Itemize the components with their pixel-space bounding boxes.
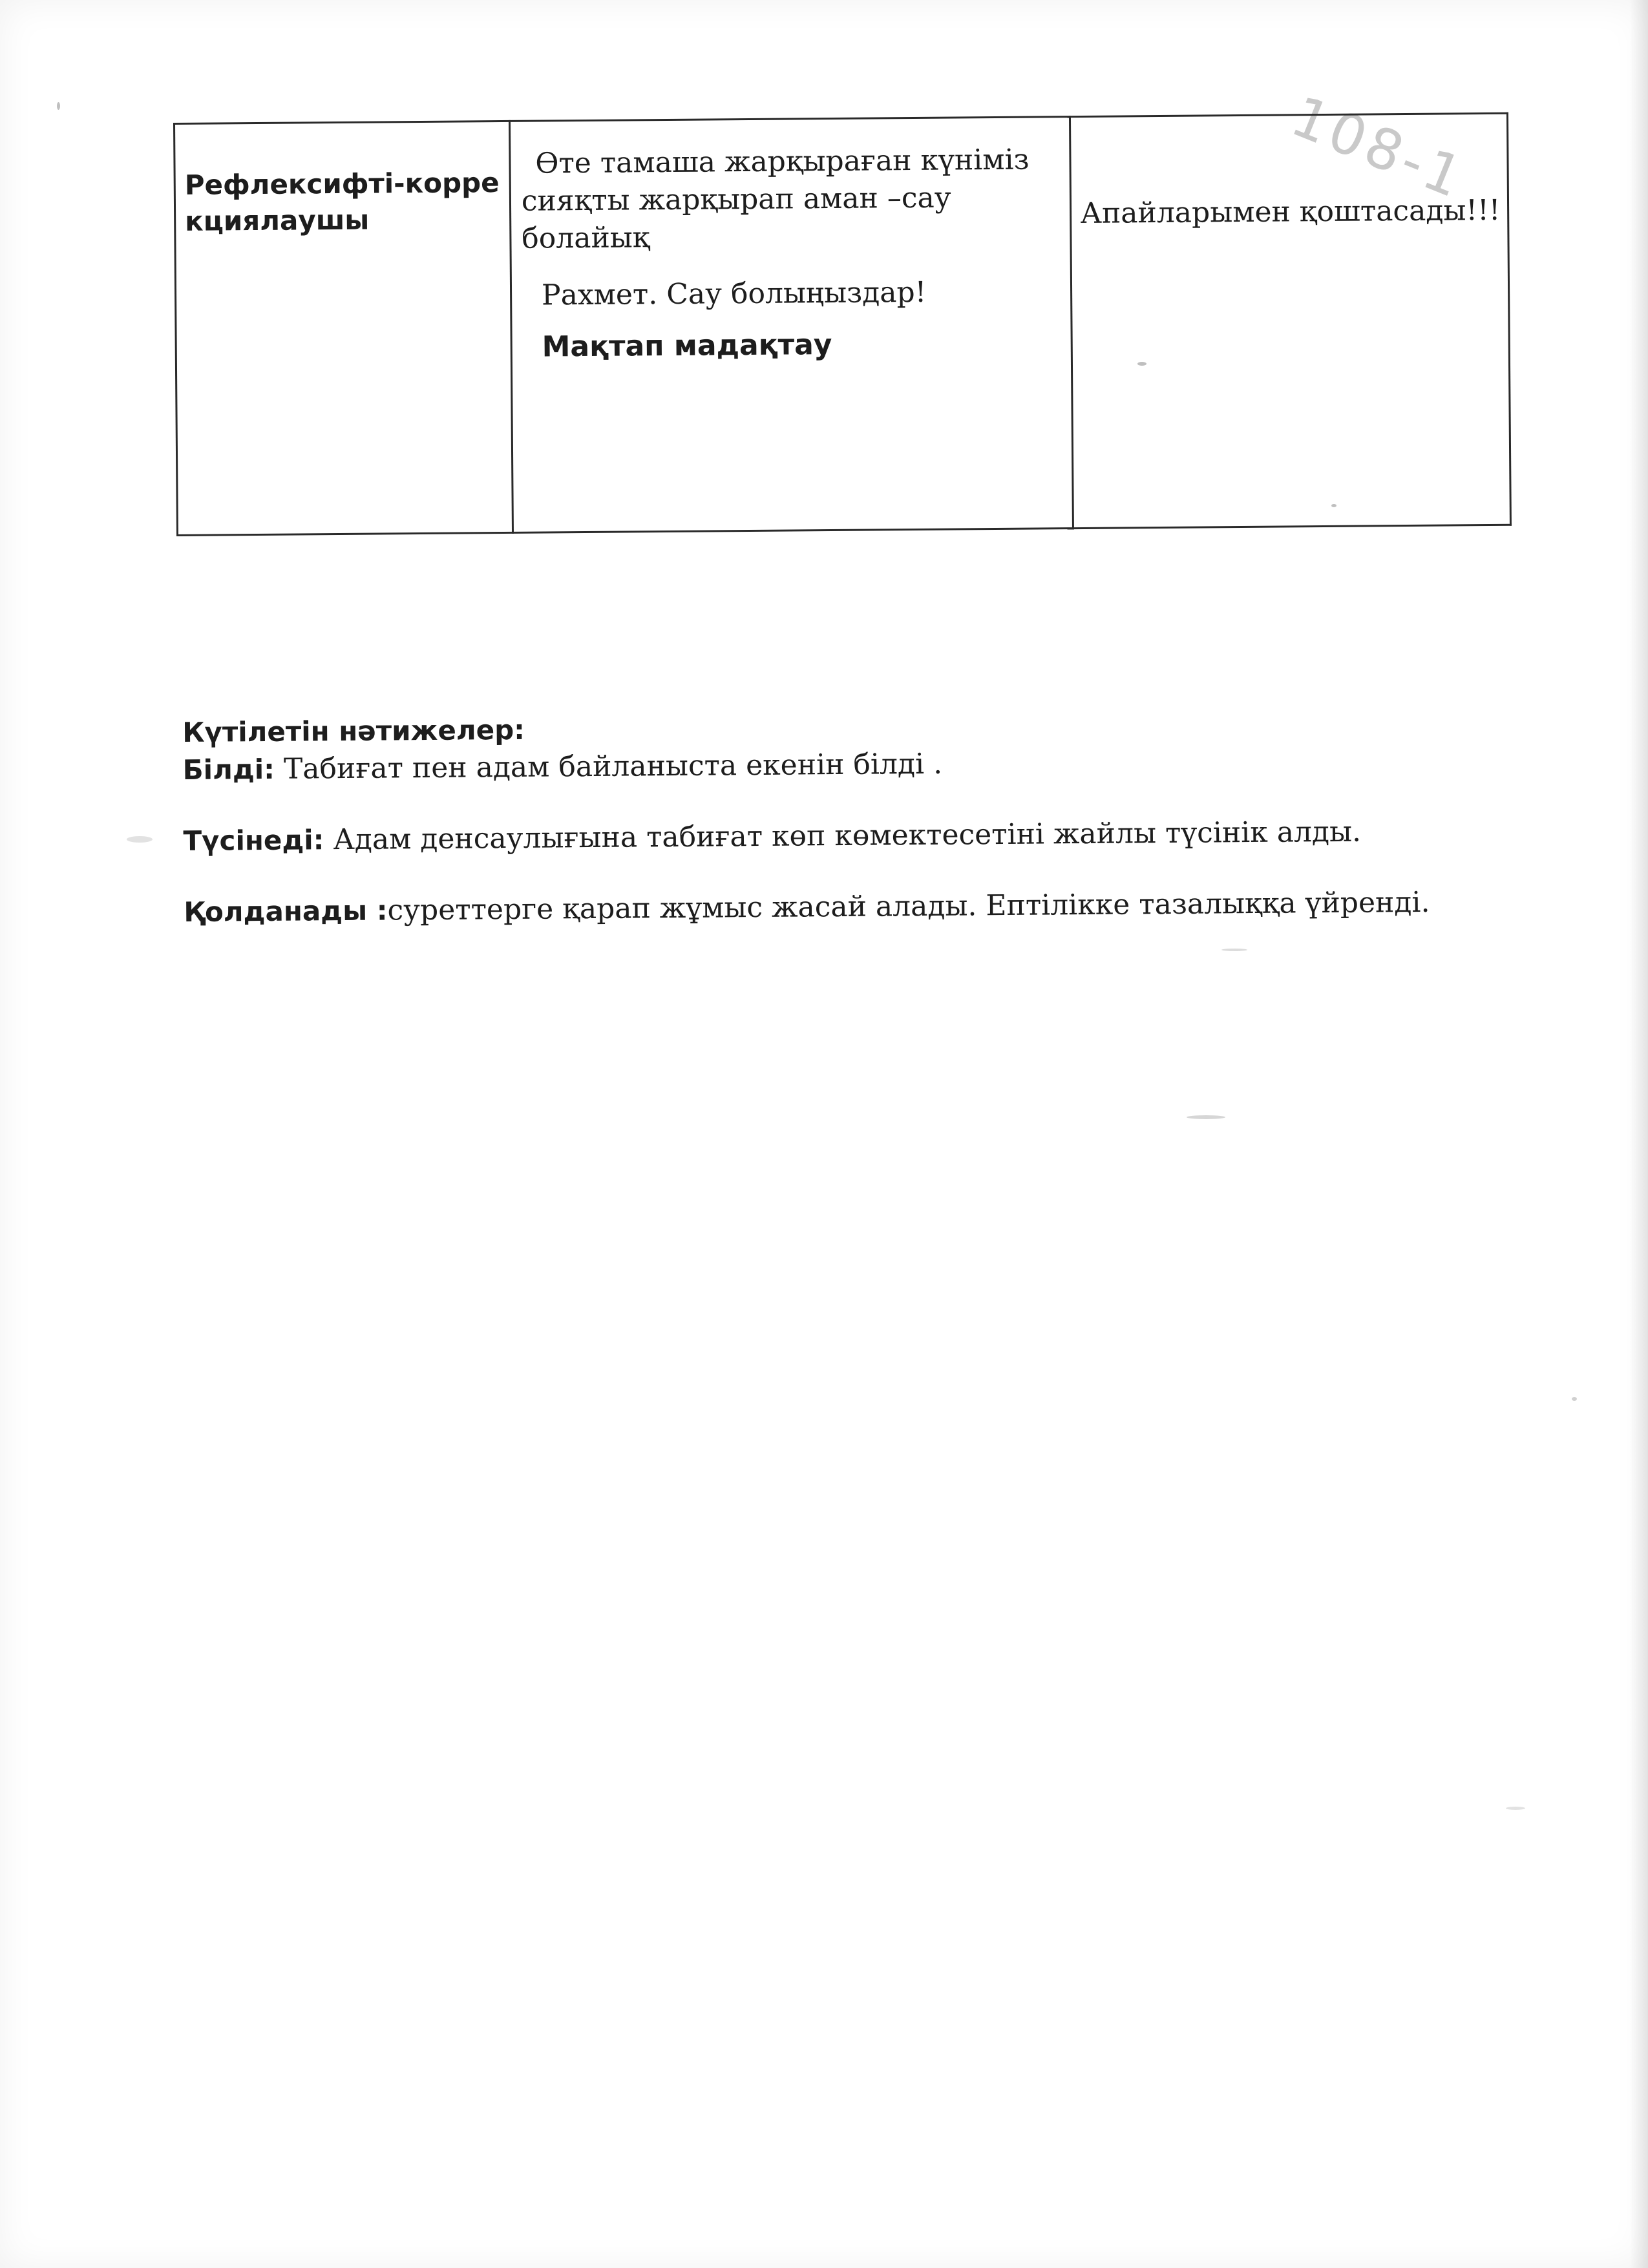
stage-cell — [174, 121, 513, 535]
scan-speck — [57, 102, 60, 110]
result-label: Түсінеді: — [183, 824, 324, 857]
scan-speck — [127, 836, 153, 843]
table-row — [174, 113, 1511, 535]
teacher-activity-text: Рахмет. Сау болыңыздар! — [541, 275, 927, 312]
teacher-activity-cell — [509, 117, 1073, 533]
scan-speck — [1137, 362, 1146, 366]
scan-speck — [1331, 504, 1336, 507]
lesson-stage-table — [173, 112, 1512, 536]
scan-speck — [1187, 1115, 1225, 1119]
pupil-activity-cell — [1070, 113, 1510, 528]
scan-right-edge — [1630, 0, 1648, 2268]
result-label: Білді: — [182, 753, 275, 786]
teacher-activity-praise: Мақтап мадақтау — [542, 328, 832, 364]
scan-speck — [1506, 1807, 1525, 1810]
expected-results-section — [182, 704, 1477, 931]
pupil-activity-text: Апайларымен қоштасады!!! — [1080, 193, 1501, 230]
result-text: суреттерге қарап жұмыс жасай алады. Ептілікке тазалыққа үйренді. — [387, 885, 1430, 927]
result-text: Адам денсаулығына табиғат көп көмектесетіні жайлы түсінік алды. — [324, 815, 1362, 857]
result-label: Қолданады : — [184, 894, 388, 928]
scan-speck — [1221, 949, 1247, 951]
expected-results-heading: Күтілетін нәтижелер: — [182, 713, 525, 748]
result-applies — [184, 883, 1476, 931]
result-text: Табиғат пен адам байланыста екенін білді . — [274, 747, 943, 786]
stage-name: Рефлексифті-коррекциялаушы — [184, 167, 500, 237]
handwritten-page-mark: 108-1 — [1282, 84, 1475, 212]
teacher-activity-text: Өте тамаша жарқыраған күніміз сияқты жарқырап аман –сау болайық — [521, 143, 1030, 255]
scan-speck — [1572, 1397, 1577, 1401]
result-understands — [183, 812, 1475, 860]
